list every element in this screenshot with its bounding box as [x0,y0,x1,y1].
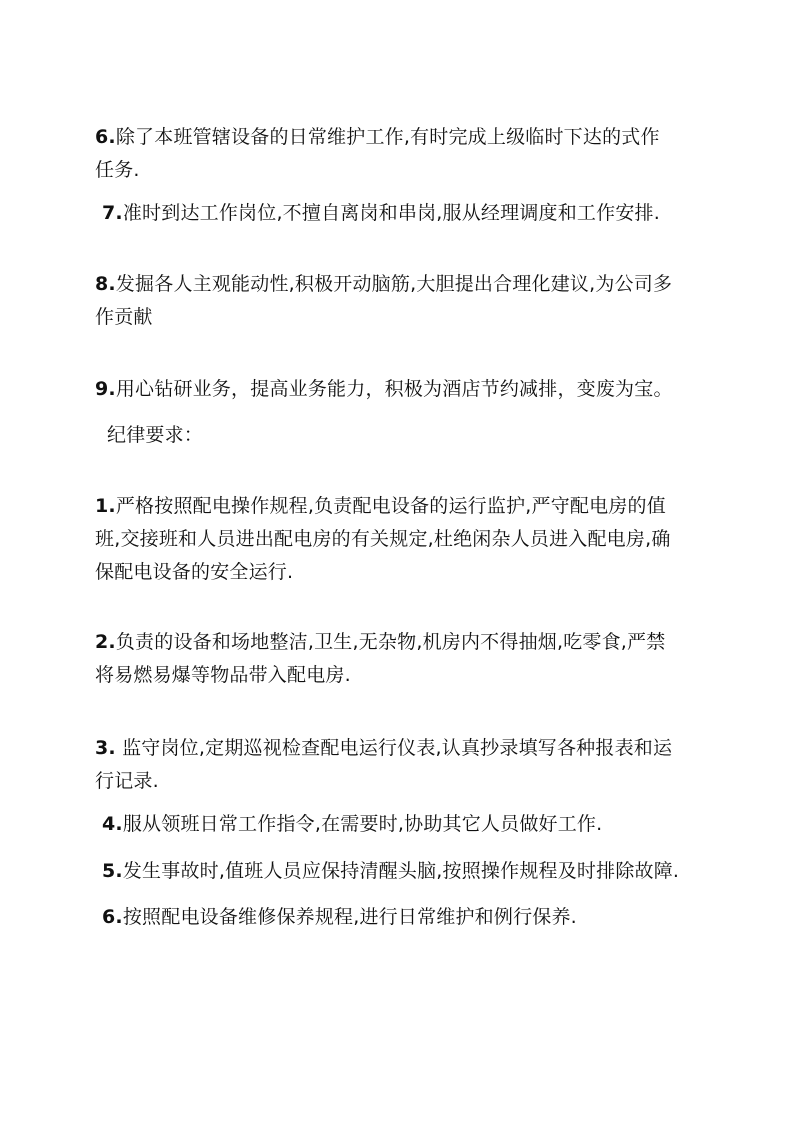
item-number: 1. [95,495,116,517]
duty-item-6-line-2: 任务. [95,159,140,181]
discipline-item-2 [95,626,715,692]
item-number: 3. [95,737,116,759]
item-number: 5. [102,860,123,882]
discipline-item-4 [102,808,722,841]
discipline-item-2-line-2: 将易燃易爆等物品带入配电房. [95,664,351,686]
discipline-item-2-line-1 [95,626,715,659]
discipline-item-1-line-3: 保配电设备的安全运行. [95,561,294,583]
duty-item-8-line-2: 作贡献 [95,306,153,328]
item-number: 4. [102,813,123,835]
duty-item-8 [95,268,715,334]
section-heading: 纪律要求： [107,424,204,446]
duty-item-9-line-1 [95,373,715,406]
duty-item-7-line-1 [102,197,722,230]
item-number: 7. [102,202,123,224]
item-text: 服从领班日常工作指令,在需要时,协助其它人员做好工作. [122,813,603,835]
discipline-item-1-line-1 [95,490,715,523]
item-number: 6. [95,126,116,148]
duty-item-7 [102,197,722,230]
item-text: 除了本班管辖设备的日常维护工作,有时完成上级临时下达的式作 [115,126,660,148]
discipline-item-5-line-1 [102,855,722,888]
duty-item-9 [95,373,715,406]
item-text: 按照配电设备维修保养规程,进行日常维护和例行保养. [122,906,577,928]
discipline-item-3-line-1 [95,732,715,765]
duty-item-6-line-1 [95,121,715,154]
item-number: 6. [102,906,123,928]
item-number: 8. [95,273,116,295]
duty-item-8-line-1 [95,268,715,301]
discipline-item-4-line-1 [102,808,722,841]
discipline-item-3-line-2: 行记录. [95,770,159,792]
item-number: 2. [95,631,116,653]
discipline-item-5 [102,855,722,888]
item-text: 监守岗位,定期巡视检查配电运行仪表,认真抄录填写各种报表和运 [115,737,673,759]
item-text: 发生事故时,值班人员应保持清醒头脑,按照操作规程及时排除故障. [122,860,680,882]
duty-item-6 [95,121,715,187]
discipline-item-6 [102,901,722,934]
discipline-heading [107,419,727,452]
item-text: 发掘各人主观能动性,积极开动脑筋,大胆提出合理化建议,为公司多 [115,273,673,295]
item-text: 严格按照配电操作规程,负责配电设备的运行监护,严守配电房的值 [115,495,666,517]
item-number: 9. [95,378,116,400]
item-text: 准时到达工作岗位,不擅自离岗和串岗,服从经理调度和工作安排. [122,202,660,224]
discipline-item-1 [95,490,715,589]
item-text: 用心钻研业务，提高业务能力，积极为酒店节约减排，变废为宝。 [115,378,673,400]
discipline-item-1-line-2: 班,交接班和人员进出配电房的有关规定,杜绝闲杂人员进入配电房,确 [95,528,671,550]
item-text: 负责的设备和场地整洁,卫生,无杂物,机房内不得抽烟,吃零食,严禁 [115,631,666,653]
discipline-item-3 [95,732,715,798]
discipline-item-6-line-1 [102,901,722,934]
